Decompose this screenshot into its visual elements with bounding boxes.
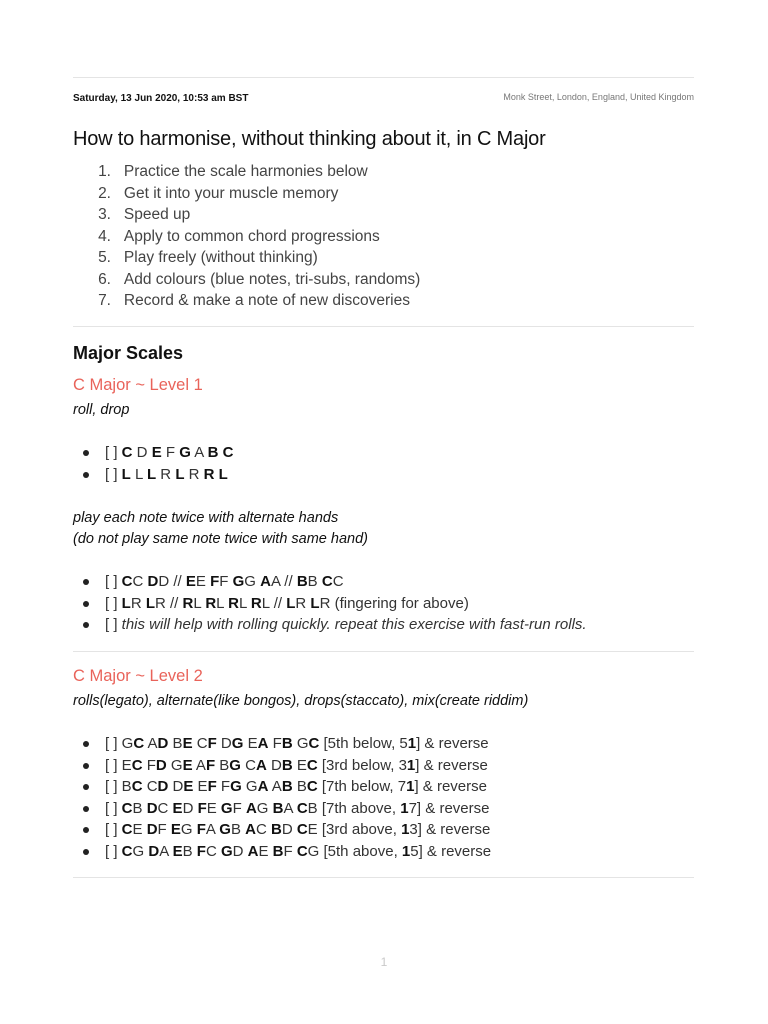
item-text: D — [266, 756, 282, 774]
page-title: How to harmonise, without thinking about it, in C Major — [73, 128, 546, 150]
bold-note: C — [121, 444, 133, 461]
item-text: L // — [261, 594, 287, 612]
bold-note: R — [205, 594, 217, 612]
bold-note: D — [157, 735, 169, 752]
steps-list — [73, 161, 420, 312]
level1-heading: C Major ~ Level 1 — [73, 376, 203, 394]
item-text: E — [195, 573, 211, 590]
bold-note: B — [270, 821, 282, 838]
item-text: [ ] — [105, 444, 122, 461]
list-item — [73, 819, 491, 841]
step-number: 1. — [98, 163, 111, 180]
bullet-icon — [83, 827, 89, 833]
bold-note: G — [229, 756, 241, 774]
bold-note: C — [306, 778, 318, 795]
bullet-icon — [83, 763, 89, 769]
bold-note: C — [121, 821, 133, 838]
item-text: R — [156, 465, 176, 483]
bold-note: F — [196, 821, 206, 838]
bold-note: D — [147, 573, 159, 590]
bold-note: G — [220, 799, 233, 817]
bold-note: E — [185, 573, 196, 590]
item-text: C — [255, 821, 271, 838]
bold-note: G — [220, 842, 233, 860]
bold-note: R — [182, 594, 194, 612]
bold-note: 1 — [406, 756, 416, 774]
item-text: ] & reverse — [416, 735, 489, 752]
list-item — [73, 226, 420, 248]
list-item — [73, 614, 587, 636]
item-text: D — [281, 821, 297, 838]
bullet-icon — [83, 849, 89, 855]
bold-note: D — [155, 756, 167, 774]
item-text: [ ] — [105, 573, 122, 590]
list-item — [73, 841, 491, 863]
bullet-icon — [83, 601, 89, 607]
item-text: [ ] B — [105, 778, 132, 795]
item-text: [ ] G — [105, 735, 134, 752]
item-text: [3rd below, 3 — [317, 756, 407, 774]
item-text: C — [240, 756, 256, 774]
list-item — [73, 776, 491, 798]
item-text: F — [219, 573, 233, 590]
item-text: [ ] — [105, 821, 122, 838]
level1-list1 — [73, 442, 233, 485]
step-number: 6. — [98, 270, 111, 288]
item-text: G — [256, 799, 273, 817]
level1-subtitle: roll, drop — [73, 402, 130, 418]
item-text: [ ] — [105, 594, 122, 612]
bold-note: C — [131, 778, 143, 795]
bold-note: B — [281, 735, 293, 752]
item-text: C — [142, 778, 158, 795]
item-text: B [7th above, — [307, 799, 401, 817]
level1-note-line1: play each note twice with alternate hands — [73, 510, 339, 526]
item-text: G — [292, 735, 309, 752]
bold-note: B — [281, 778, 293, 795]
item-text: G — [166, 756, 183, 774]
item-text: L — [193, 594, 206, 612]
bold-note: L — [146, 465, 157, 483]
bold-note: A — [245, 799, 257, 817]
bold-note: C — [306, 756, 318, 774]
item-text: B — [307, 573, 322, 590]
item-text: C — [192, 735, 208, 752]
bold-note: E — [151, 444, 162, 461]
bold-note: L — [310, 594, 320, 612]
item-text: R — [295, 594, 311, 612]
bold-note: G — [230, 778, 242, 795]
list-item — [73, 755, 491, 777]
item-text: L — [130, 465, 147, 483]
item-text: L — [216, 594, 229, 612]
bold-note: C — [131, 756, 143, 774]
item-text: F — [142, 756, 156, 774]
bold-note: L — [121, 465, 131, 483]
step-text: Practice the scale harmonies below — [123, 163, 368, 180]
bold-note: 1 — [407, 735, 417, 752]
step-text: Add colours (blue notes, tri-subs, randoms) — [123, 270, 421, 288]
item-text: A — [268, 778, 282, 795]
item-text: [ ] — [105, 616, 122, 633]
bold-note: A — [245, 821, 256, 838]
bold-note: R — [228, 594, 239, 612]
bold-note: L — [218, 465, 228, 483]
list-item — [73, 593, 587, 615]
bold-note: L — [121, 594, 131, 612]
bold-note: L — [145, 594, 156, 612]
item-text: 7] & reverse — [408, 799, 490, 817]
bold-note: A — [247, 842, 259, 860]
item-text: [ ] — [105, 842, 122, 860]
bullet-icon — [83, 784, 89, 790]
item-text: F — [268, 735, 282, 752]
step-text: Record & make a note of new discoveries — [123, 292, 410, 309]
bold-note: C — [296, 821, 308, 838]
list-item — [73, 204, 420, 226]
bold-note: F — [205, 756, 216, 774]
bold-note: C — [222, 444, 234, 461]
bold-note: E — [182, 756, 193, 774]
bold-note: A — [255, 756, 267, 774]
item-text: E — [258, 842, 273, 860]
list-item — [73, 290, 420, 312]
item-text: C — [157, 799, 173, 817]
list-item — [73, 247, 420, 269]
bold-note: A — [260, 573, 271, 590]
item-text: A — [283, 799, 297, 817]
entry-date: Saturday, 13 Jun 2020, 10:53 am BST — [73, 93, 249, 104]
bold-note: C — [121, 799, 133, 817]
bold-note: C — [308, 735, 320, 752]
item-text: R — [130, 594, 146, 612]
item-text: B — [230, 821, 246, 838]
item-text: R — [184, 465, 204, 483]
bold-note: R — [203, 465, 215, 483]
page-number: 1 — [380, 955, 388, 969]
divider — [73, 651, 694, 652]
step-text: Play freely (without thinking) — [123, 249, 318, 266]
item-text: E — [206, 799, 221, 817]
bold-note: L — [286, 594, 296, 612]
bold-note: E — [172, 842, 183, 860]
bullet-icon — [83, 472, 89, 478]
bold-note: B — [272, 842, 284, 860]
bold-note: F — [207, 735, 217, 752]
bold-note: G — [219, 821, 231, 838]
item-text: ] & reverse — [415, 756, 488, 774]
item-text: A // — [270, 573, 297, 590]
top-divider — [73, 77, 694, 78]
step-number: 5. — [98, 249, 111, 266]
item-text: D — [182, 799, 198, 817]
step-text: Get it into your muscle memory — [123, 184, 339, 202]
item-text: G [5th above, — [307, 842, 402, 860]
item-text: G — [132, 842, 149, 860]
item-text: F — [283, 842, 297, 860]
item-text: C — [332, 573, 344, 590]
step-number: 2. — [98, 184, 111, 202]
item-text: B — [168, 735, 183, 752]
bold-note: D — [157, 778, 169, 795]
bold-note: C — [133, 735, 145, 752]
section-heading: Major Scales — [73, 343, 184, 363]
item-text: [7th below, 7 — [317, 778, 407, 795]
item-text: 5] & reverse — [410, 842, 492, 860]
bullet-icon — [83, 450, 89, 456]
bold-note: C — [321, 573, 333, 590]
item-text: F — [161, 444, 180, 461]
level1-list2 — [73, 571, 587, 636]
list-item — [73, 464, 233, 486]
list-item — [73, 571, 587, 593]
bold-note: D — [148, 842, 160, 860]
bold-note: D — [146, 799, 158, 817]
list-item — [73, 798, 491, 820]
divider — [73, 326, 694, 327]
item-text: C — [132, 573, 148, 590]
step-number: 7. — [98, 292, 111, 309]
item-text: [ ] E — [105, 756, 132, 774]
bold-note: B — [296, 573, 308, 590]
bold-note: 1 — [400, 799, 409, 817]
bold-note: R — [250, 594, 262, 612]
item-text: D — [132, 444, 152, 461]
level2-list — [73, 733, 491, 862]
bold-note: G — [232, 573, 245, 590]
item-text: E — [292, 756, 307, 774]
item-text: 3] & reverse — [409, 821, 491, 838]
item-text: B — [132, 799, 147, 817]
item-text: D — [168, 778, 184, 795]
bold-note: F — [197, 799, 207, 817]
step-text: Speed up — [123, 206, 191, 223]
bold-note: E — [172, 799, 183, 817]
bold-note: 1 — [401, 821, 410, 838]
item-text: [ ] — [105, 465, 122, 483]
item-text: B — [292, 778, 307, 795]
bold-note: C — [121, 842, 133, 860]
bullet-icon — [83, 579, 89, 585]
bold-note: E — [170, 821, 181, 838]
bold-note: B — [207, 444, 219, 461]
item-text: L — [238, 594, 251, 612]
item-text: D — [232, 842, 248, 860]
step-number: 4. — [98, 227, 111, 245]
item-text: F — [157, 821, 171, 838]
item-text: D // — [158, 573, 186, 590]
item-text: G — [241, 778, 258, 795]
item-text: A — [144, 735, 158, 752]
list-item — [73, 269, 420, 291]
bold-note: G — [231, 735, 244, 752]
list-item — [73, 733, 491, 755]
level2-heading: C Major ~ Level 2 — [73, 667, 203, 685]
bold-note: F — [196, 842, 206, 860]
bold-note: B — [272, 799, 284, 817]
bold-note: G — [179, 444, 191, 461]
bullet-icon — [83, 741, 89, 747]
item-text: ] & reverse — [414, 778, 487, 795]
list-item — [73, 183, 420, 205]
list-item — [73, 442, 233, 464]
item-text: B — [182, 842, 197, 860]
item-text: [5th below, 5 — [319, 735, 408, 752]
bullet-icon — [83, 622, 89, 628]
item-text: F — [216, 778, 231, 795]
item-text: E — [132, 821, 147, 838]
entry-location: Monk Street, London, England, United Kingdom — [503, 92, 694, 102]
bold-note: B — [281, 756, 293, 774]
bold-note: D — [146, 821, 158, 838]
bold-note: C — [296, 842, 308, 860]
item-text: A — [205, 821, 220, 838]
item-text: E — [193, 778, 208, 795]
item-text: G — [244, 573, 261, 590]
bold-note: E — [183, 778, 194, 795]
item-text: R (fingering for above) — [319, 594, 469, 612]
bullet-icon — [83, 806, 89, 812]
item-text: E — [243, 735, 258, 752]
item-text: F — [232, 799, 246, 817]
bold-note: F — [207, 778, 217, 795]
bold-note: A — [257, 778, 269, 795]
bold-note: A — [257, 735, 269, 752]
bold-note: L — [175, 465, 185, 483]
item-text: A — [190, 444, 208, 461]
item-text: G — [180, 821, 197, 838]
bold-note: E — [182, 735, 193, 752]
item-text: A — [159, 842, 173, 860]
item-text: A — [192, 756, 206, 774]
bold-note: F — [210, 573, 220, 590]
item-text: [ ] — [105, 799, 122, 817]
item-text: D — [216, 735, 232, 752]
level1-note-line2: (do not play same note twice with same hand) — [73, 531, 368, 547]
item-text: C — [205, 842, 221, 860]
step-number: 3. — [98, 206, 111, 223]
item-text: this will help with rolling quickly. repeat this exercise with fast-run rolls. — [121, 616, 587, 633]
bold-note: C — [121, 573, 133, 590]
bottom-divider — [73, 877, 694, 878]
bold-note: C — [296, 799, 308, 817]
item-text: B — [215, 756, 230, 774]
bold-note: 1 — [406, 778, 415, 795]
bold-note: 1 — [401, 842, 411, 860]
level2-subtitle: rolls(legato), alternate(like bongos), drops(staccato), mix(create riddim) — [73, 693, 529, 709]
list-item — [73, 161, 420, 183]
item-text: E [3rd above, — [307, 821, 402, 838]
item-text: R // — [155, 594, 183, 612]
step-text: Apply to common chord progressions — [123, 227, 380, 245]
